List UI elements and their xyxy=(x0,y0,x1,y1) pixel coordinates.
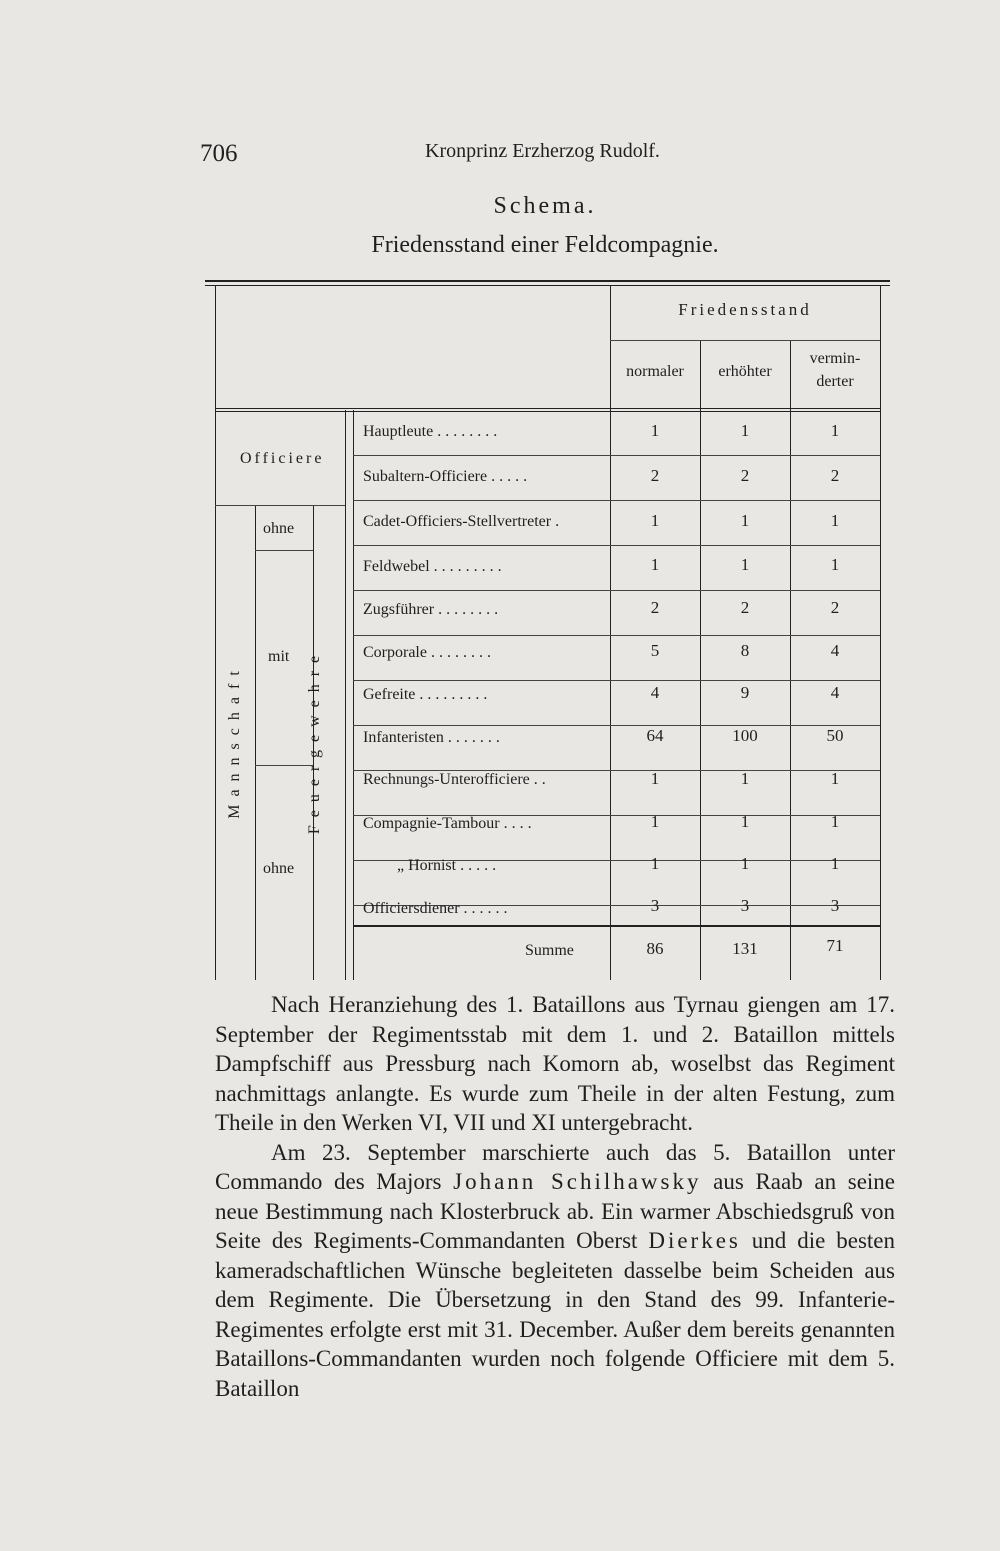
feuergewehre-label: Feuergewehre xyxy=(306,647,323,835)
cell-value: 1 xyxy=(650,555,660,574)
row-label-hornist: „ Hornist . . . . . xyxy=(397,857,497,874)
cell-value: 64 xyxy=(646,726,664,745)
col-vermindert-1: vermin- xyxy=(809,350,861,367)
row-rule-5 xyxy=(353,635,880,636)
mannschaft-divider xyxy=(255,505,256,980)
table-top-rule-thin xyxy=(205,285,890,286)
row-rule-3 xyxy=(353,545,880,546)
summe-rule xyxy=(353,925,880,927)
cell-value: 3 xyxy=(830,896,840,915)
row-label-gefreite: Gefreite . . . . . . . . . xyxy=(363,686,488,703)
paragraph-2-part-a: Am 23. September marschierte auch das 5. Bataillon unter Commando des Majors xyxy=(215,1139,895,1194)
table-title: Friedensstand einer Feldcompagnie. xyxy=(371,232,719,258)
row-label-cadet: Cadet-Officiers-Stellvertreter . xyxy=(363,513,560,530)
cell-value: 1 xyxy=(650,854,660,873)
cell-value: 2 xyxy=(830,598,840,617)
cell-value: 2 xyxy=(650,466,660,485)
row-label-hauptleute: Hauptleute . . . . . . . . xyxy=(363,423,498,440)
name-schilhawsky: Johann Schilhawsky xyxy=(453,1169,702,1194)
cell-value: 2 xyxy=(740,598,750,617)
row-rule-1 xyxy=(353,455,880,456)
name-dierkes: Dierkes xyxy=(648,1228,741,1253)
cell-value: 1 xyxy=(740,854,750,873)
cell-value: 1 xyxy=(830,812,840,831)
row-rule-2 xyxy=(353,500,880,501)
label-column-divider xyxy=(345,410,346,980)
cell-value: 1 xyxy=(740,511,750,530)
cell-value: 1 xyxy=(830,511,840,530)
cell-value: 2 xyxy=(740,466,750,485)
normaler-divider xyxy=(610,286,611,980)
row-label-tambour: Compagnie-Tambour . . . . xyxy=(363,815,532,832)
table-left-border xyxy=(215,286,216,980)
mannschaft-label: Mannschaft xyxy=(226,663,243,819)
friedensstand-header: Friedensstand xyxy=(678,300,812,319)
officiere-bottom-rule xyxy=(215,505,345,506)
summe-value: 131 xyxy=(732,939,758,958)
cell-value: 1 xyxy=(740,555,750,574)
schema-title: Schema. xyxy=(493,193,597,219)
cell-value: 1 xyxy=(650,769,660,788)
ohne-label-2: ohne xyxy=(263,860,295,877)
header-bottom-rule xyxy=(215,408,880,409)
cell-value: 2 xyxy=(830,466,840,485)
cell-value: 1 xyxy=(740,769,750,788)
mit-label: mit xyxy=(268,648,290,665)
row-label-zugsfuehrer: Zugsführer . . . . . . . . xyxy=(363,601,499,618)
ohne-label-1: ohne xyxy=(263,520,295,537)
summe-value: 71 xyxy=(826,936,844,955)
summe-value: 86 xyxy=(646,939,664,958)
cell-value: 3 xyxy=(650,896,660,915)
col-vermindert-2: derter xyxy=(816,373,854,390)
col-erhoehter: erhöhter xyxy=(718,363,772,380)
cell-value: 1 xyxy=(830,421,840,440)
cell-value: 1 xyxy=(740,812,750,831)
table-right-border xyxy=(880,286,881,980)
cell-value: 1 xyxy=(650,511,660,530)
cell-value: 50 xyxy=(826,726,844,745)
cell-value: 8 xyxy=(740,641,750,660)
running-head xyxy=(200,140,900,172)
mit-bottom-rule xyxy=(255,765,313,766)
body-text xyxy=(215,990,895,1403)
cell-value: 1 xyxy=(650,421,660,440)
row-rule-6 xyxy=(353,680,880,681)
row-label-rechnungs: Rechnungs-Unterofficiere . . xyxy=(363,771,546,788)
cell-value: 9 xyxy=(740,683,750,702)
cell-value: 100 xyxy=(732,726,758,745)
cell-value: 2 xyxy=(650,598,660,617)
page-number: 706 xyxy=(200,140,238,167)
col-normaler: normaler xyxy=(626,363,684,380)
row-rule-4 xyxy=(353,590,880,591)
cell-value: 5 xyxy=(650,641,660,660)
row-label-corporale: Corporale . . . . . . . . xyxy=(363,644,491,661)
paragraph-2-part-c: und die besten kameradschaftlichen Wünsche begleiteten dasselbe beim Scheiden aus dem Regimente. Die Übersetzung in den Stand des 99. Infanterie-Regimentes erfolgte erst mit 31. December. Außer dem bereits genannten Bataillons-Commandanten wurden noch folgende Officiere mit dem 5. Bataillon xyxy=(215,1228,895,1401)
ohne-bottom-rule xyxy=(255,550,313,551)
cell-value: 1 xyxy=(830,555,840,574)
paragraph-2-part-b: aus Raab an seine neue Bestimmung nach Klosterbruck ab. Ein warmer Abschiedsgruß von Seite des Regiments-Commandanten Oberst xyxy=(215,1169,896,1253)
row-label-feldwebel: Feldwebel . . . . . . . . . xyxy=(363,558,502,575)
row-label-subaltern: Subaltern-Officiere . . . . . xyxy=(363,468,528,485)
running-title: Kronprinz Erzherzog Rudolf. xyxy=(425,140,660,162)
header-bottom-rule-2 xyxy=(215,411,880,412)
strength-table xyxy=(205,280,890,980)
label-column-divider-2 xyxy=(353,410,354,980)
summe-label: Summe xyxy=(525,942,574,959)
cell-value: 1 xyxy=(830,769,840,788)
paragraph-1: Nach Heranziehung des 1. Bataillons aus Tyrnau giengen am 17. September der Regimentsstab mit dem 1. und 2. Bataillon mittels Dampfschiff aus Pressburg nach Komorn ab, woselbst das Regiment nachmittags anlangte. Es wurde zum Theile in der alten Festung, zum Theile in den Werken VI, VII und XI untergebracht. xyxy=(215,992,895,1135)
cell-value: 4 xyxy=(650,683,660,702)
cell-value: 4 xyxy=(830,683,840,702)
table-top-rule xyxy=(205,280,890,282)
cell-value: 1 xyxy=(830,854,840,873)
header-rule xyxy=(610,340,880,341)
cell-value: 4 xyxy=(830,641,840,660)
paragraph-2 xyxy=(215,1138,895,1404)
cell-value: 3 xyxy=(740,896,750,915)
cell-value: 1 xyxy=(650,812,660,831)
row-label-infanteristen: Infanteristen . . . . . . . xyxy=(363,729,500,746)
officiere-label: Officiere xyxy=(240,450,325,467)
cell-value: 1 xyxy=(740,421,750,440)
row-label-officiersdiener: Officiersdiener . . . . . . xyxy=(363,900,508,917)
